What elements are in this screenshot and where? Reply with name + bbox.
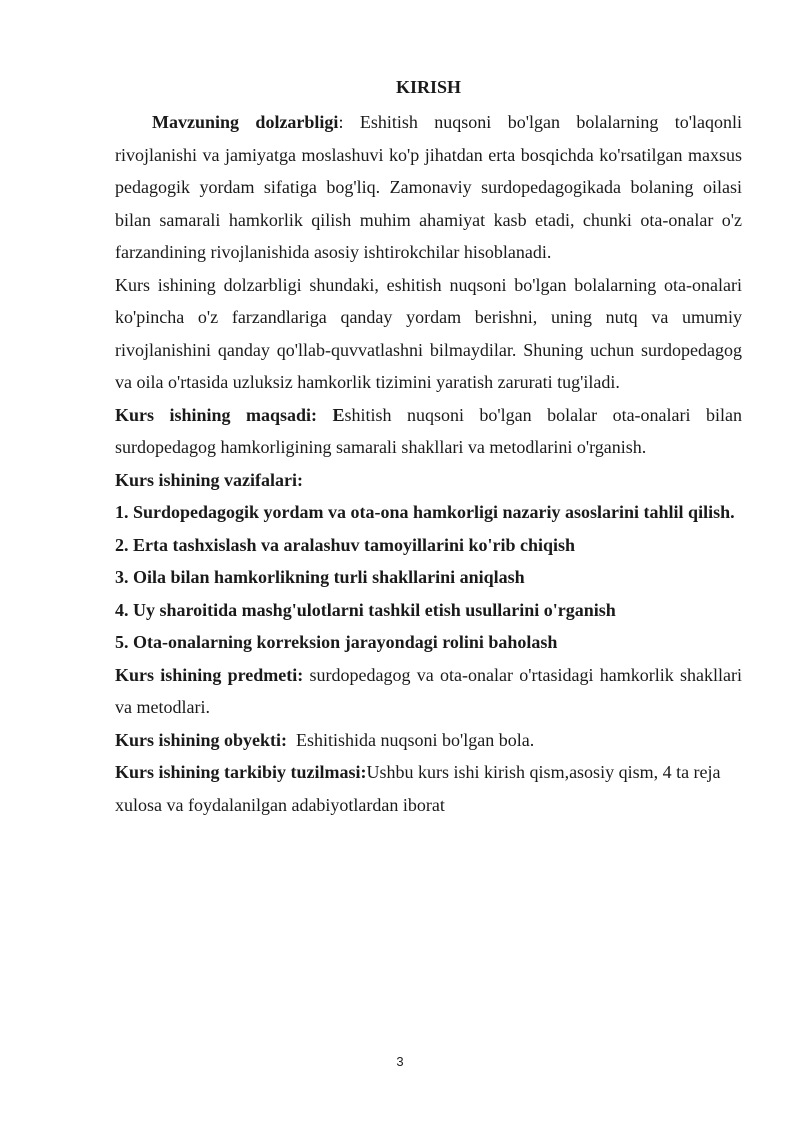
page-content [115,70,742,821]
goal-label: Kurs ishining maqsadi: E [115,404,345,425]
task-item-2: 2. Erta tashxislash va aralashuv tamoyillarini ko'rib chiqish [115,534,576,555]
structure-paragraph [115,756,742,821]
goal-text: shitish nuqsoni bo'lgan bolalar ota-onalari bilan surdopedagog hamkorligining samarali shakllari va metodlarini o'rganish. [115,404,742,457]
tasks-heading-text: Kurs ishining vazifalari: [115,469,304,490]
object-paragraph [115,724,742,757]
tasks-heading [115,464,742,497]
task-item-4: 4. Uy sharoitida mashg'ulotlarni tashkil etish usullarini o'rganish [115,599,616,620]
goal-paragraph [115,399,742,464]
task-item-1: 1. Surdopedagogik yordam va ota-ona hamkorligi nazariy asoslarini tahlil qilish. [115,502,735,522]
subject-paragraph [115,659,742,724]
relevance-text: : Eshitish nuqsoni bo'lgan bolalarning to'laqonli rivojlanishi va jamiyatga moslashuvi ko'p jihatdan erta bosqichda ko'rsatilgan maxsus pedagogik yordam sifatiga bog'liq. Zamonaviy surdopedagogikada bolaning oilasi bilan samarali hamkorlik qilish muhim ahamiyat kasb etadi, chunki ota-onalar o'z farzandining rivojlanishida asosiy ishtirokchilar hisoblanadi. [115,112,742,262]
subject-text: surdopedagog va ota-onalar o'rtasidagi hamkorlik shakllari va metodlari. [115,664,742,717]
object-text: Eshitishida nuqsoni bo'lgan bola. [287,729,535,750]
page-number: 3 [396,1054,404,1069]
page-title: KIRISH [395,77,462,97]
relevance-label: Mavzuning dolzarbligi [152,112,339,132]
structure-text: Ushbu kurs ishi kirish qism,asosiy qism, 4 ta reja xulosa va foydalanilgan adabiyotlardan iborat [115,762,721,815]
subject-label: Kurs ishining predmeti: [115,664,304,685]
object-label: Kurs ishining obyekti: [115,729,288,750]
task-item-3: 3. Oila bilan hamkorlikning turli shakllarini aniqlash [115,567,525,587]
structure-label: Kurs ishining tarkibiy tuzilmasi: [115,762,367,782]
relevance-paragraph [115,106,742,269]
task-item-5: 5. Ota-onalarning korreksion jarayondagi rolini baholash [115,632,558,652]
relevance-paragraph-2: Kurs ishining dolzarbligi shundaki, eshitish nuqsoni bo'lgan bolalarning ota-onalari ko'pincha o'z farzandlariga qanday yordam berishni, uning nutq va umumiy rivojlanishini qanday qo'llab-quvvatlashni bilmaydilar. Shuning uchun surdopedagog va oila o'rtasida uzluksiz hamkorlik tizimini yaratish zarurati tug'iladi. [115,274,742,392]
